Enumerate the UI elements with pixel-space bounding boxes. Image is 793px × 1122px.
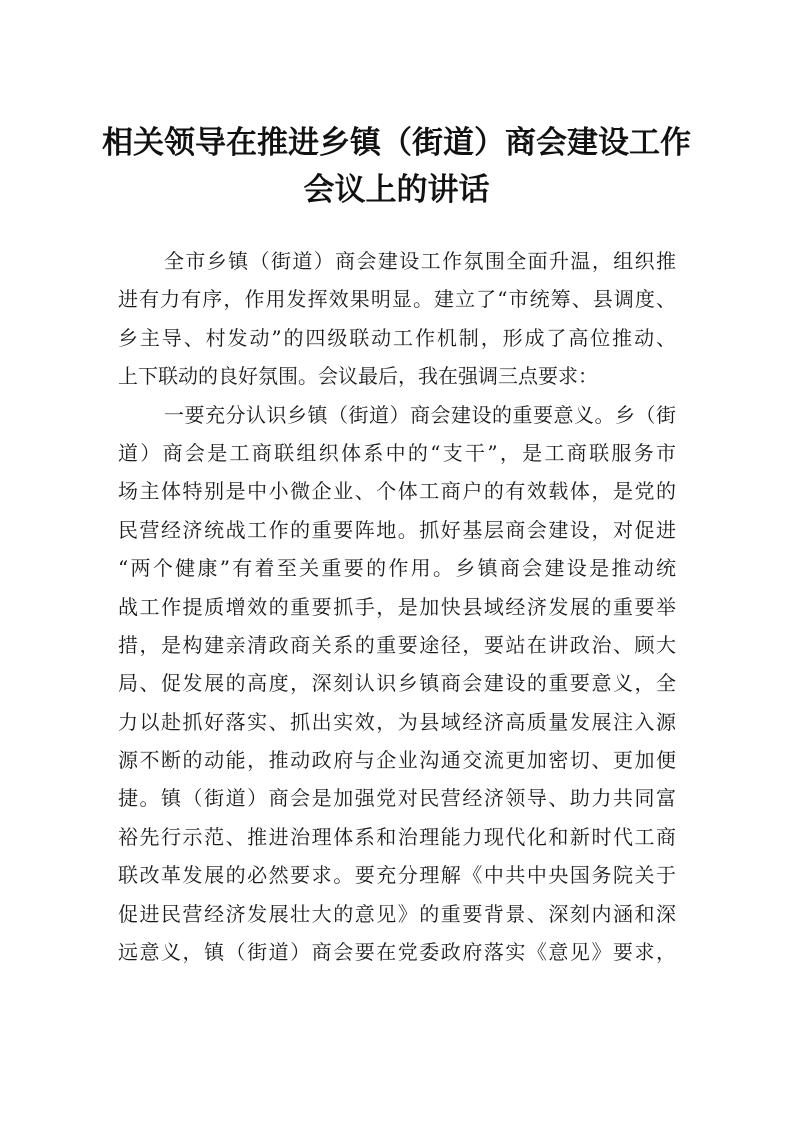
paragraph-2-line-9: 力以赴抓好落实、抓出实效，为县域经济高质量发展注入源 — [118, 709, 676, 734]
paragraph-2-line-13: 联改革发展的必然要求。要充分理解《中共中央国务院关于 — [118, 863, 676, 888]
paragraph-2-line-2: 道）商会是工商联组织体系中的“支干”，是工商联服务市 — [118, 440, 676, 465]
paragraph-2-line-14: 促进民营经济发展壮大的意见》的重要背景、深刻内涵和深 — [118, 901, 676, 926]
paragraph-2-line-7: 措，是构建亲清政商关系的重要途径，要站在讲政治、顾大 — [118, 632, 676, 657]
paragraph-2-line-15: 远意义，镇（街道）商会要在党委政府落实《意见》要求， — [118, 940, 676, 965]
paragraph-2-line-4: 民营经济统战工作的重要阵地。抓好基层商会建设，对促进 — [118, 517, 676, 542]
paragraph-2-line-12: 裕先行示范、推进治理体系和治理能力现代化和新时代工商 — [118, 824, 676, 849]
document-title-line-1: 相关领导在推进乡镇（街道）商会建设工作 — [102, 125, 691, 161]
paragraph-2-line-1: 一要充分认识乡镇（街道）商会建设的重要意义。乡（街 — [164, 402, 676, 427]
paragraph-1-line-4: 上下联动的良好氛围。会议最后，我在强调三点要求： — [118, 364, 598, 389]
paragraph-2-line-5: “两个健康”有着至关重要的作用。乡镇商会建设是推动统 — [118, 556, 676, 581]
paragraph-1-line-3: 乡主导、村发动”的四级联动工作机制，形成了高位推动、 — [118, 325, 676, 350]
paragraph-2-line-10: 源不断的动能，推动政府与企业沟通交流更加密切、更加便 — [118, 748, 676, 773]
paragraph-2-line-6: 战工作提质增效的重要抓手，是加快县域经济发展的重要举 — [118, 594, 676, 619]
paragraph-2-line-11: 捷。镇（街道）商会是加强党对民营经济领导、助力共同富 — [118, 786, 676, 811]
document-title-line-2: 会议上的讲话 — [303, 172, 490, 208]
paragraph-1-line-1: 全市乡镇（街道）商会建设工作氛围全面升温，组织推 — [164, 249, 676, 273]
paragraph-1-line-2: 进有力有序，作用发挥效果明显。建立了“市统筹、县调度、 — [118, 287, 676, 312]
paragraph-2-line-3: 场主体特别是中小微企业、个体工商户的有效载体，是党的 — [118, 479, 676, 504]
paragraph-2-line-8: 局、促发展的高度，深刻认识乡镇商会建设的重要意义，全 — [118, 671, 676, 696]
document-body — [118, 242, 676, 971]
